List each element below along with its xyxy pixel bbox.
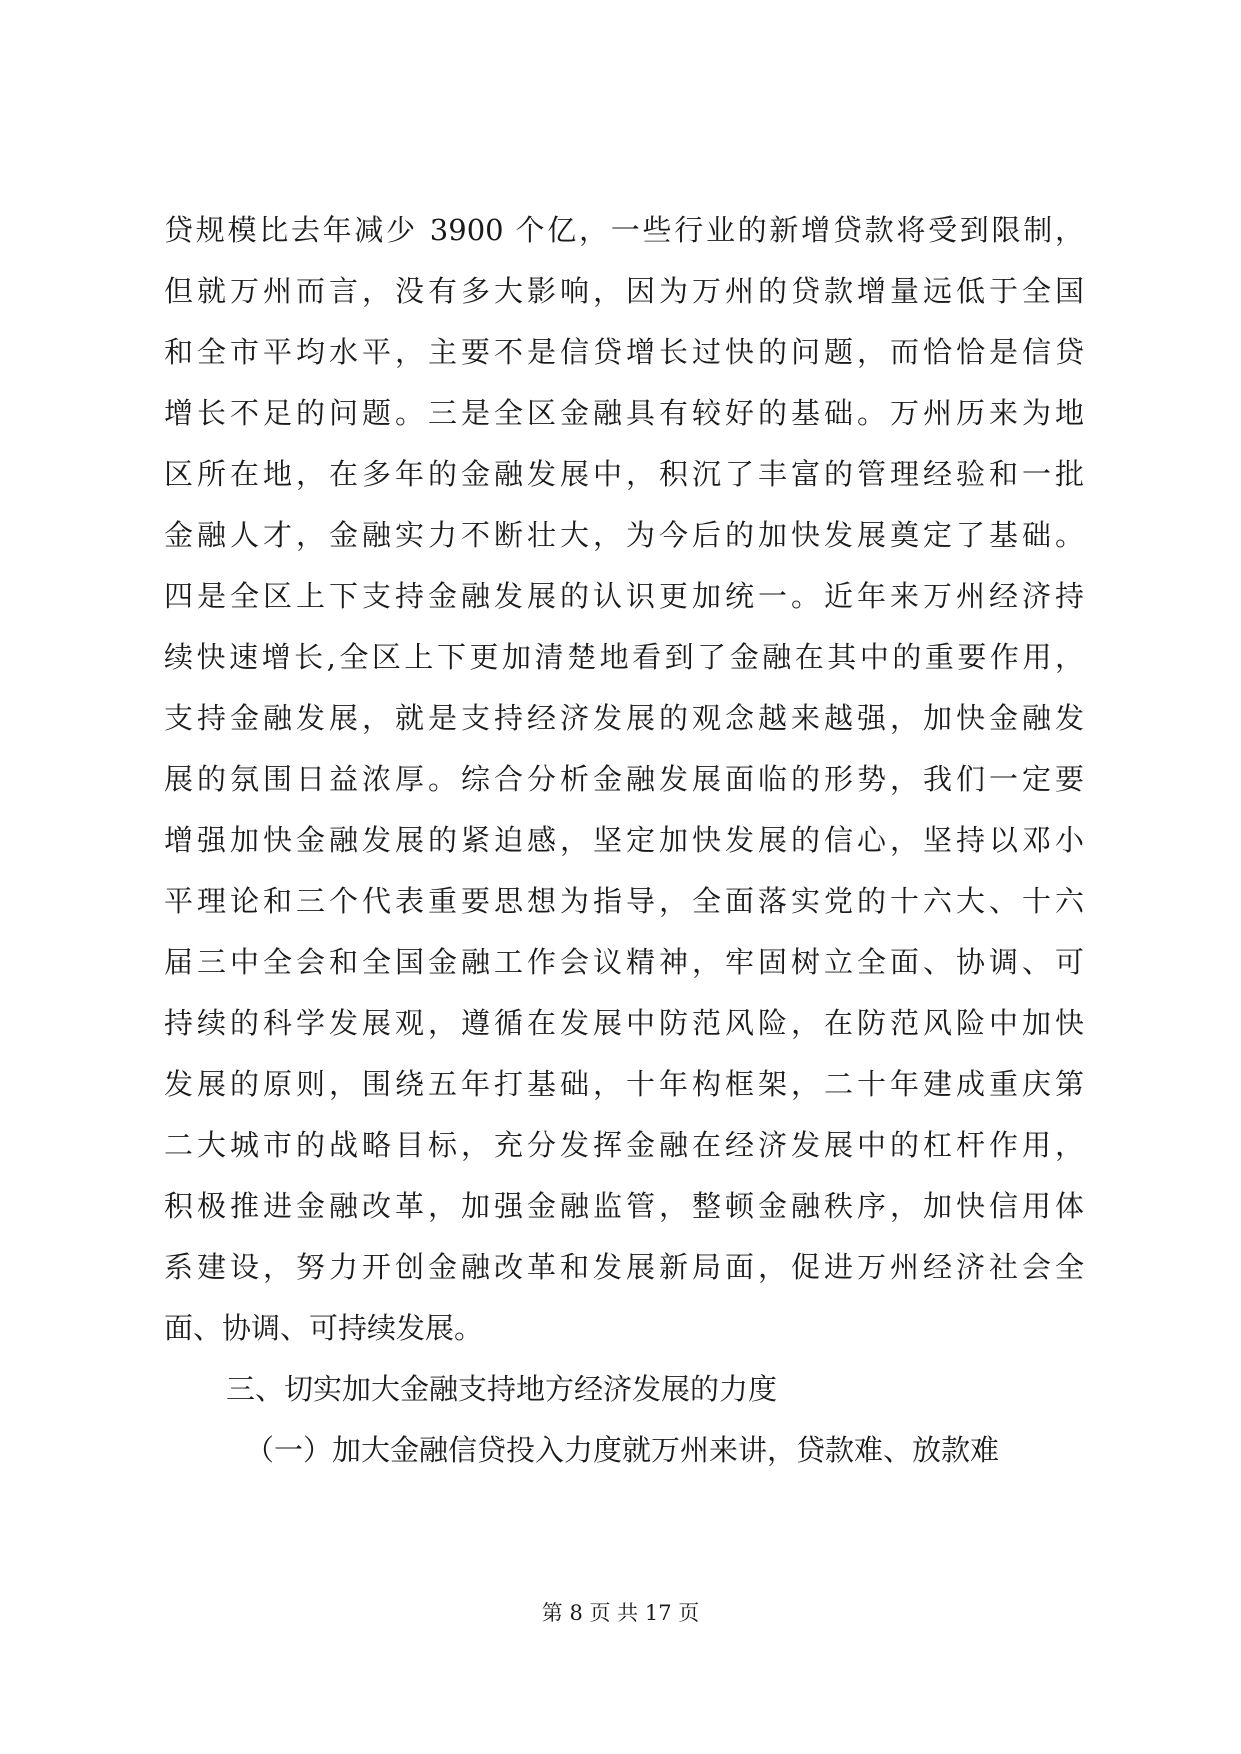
paragraph-line: 平理论和三个代表重要思想为指导，全面落实党的十六大、十六 [164,884,1084,918]
subsection-line: （一）加大金融信贷投入力度就万州来讲，贷款难、放款难 [245,1433,1000,1467]
paragraph-line: 金融人才，金融实力不断壮大，为今后的加快发展奠定了基础。 [164,518,1084,552]
paragraph-line: 贷规模比去年减少 3900 个亿，一些行业的新增贷款将受到限制， [164,213,1084,247]
paragraph-line: 续快速增长,全区上下更加清楚地看到了金融在其中的重要作用， [164,640,1084,674]
section-heading: 三、切实加大金融支持地方经济发展的力度 [226,1372,778,1406]
paragraph-line: 区所在地，在多年的金融发展中，积沉了丰富的管理经验和一批 [164,457,1084,491]
paragraph-line: 届三中全会和全国金融工作会议精神，牢固树立全面、协调、可 [164,945,1084,979]
paragraph-line: 系建设，努力开创金融改革和发展新局面，促进万州经济社会全 [164,1250,1084,1284]
paragraph-line: 持续的科学发展观，遵循在发展中防范风险，在防范风险中加快 [164,1006,1084,1040]
paragraph-line: 和全市平均水平，主要不是信贷增长过快的问题，而恰恰是信贷 [164,335,1084,369]
paragraph-line: 增长不足的问题。三是全区金融具有较好的基础。万州历来为地 [164,396,1084,430]
paragraph-line: 增强加快金融发展的紧迫感，坚定加快发展的信心，坚持以邓小 [164,823,1084,857]
paragraph-line: 积极推进金融改革，加强金融监管，整顿金融秩序，加快信用体 [164,1189,1084,1223]
paragraph-line: 发展的原则，围绕五年打基础，十年构框架，二十年建成重庆第 [164,1067,1084,1101]
paragraph-line: 面、协调、可持续发展。 [164,1311,484,1345]
paragraph-line: 展的氛围日益浓厚。综合分析金融发展面临的形势，我们一定要 [164,762,1084,796]
page-number-footer: 第 8 页 共 17 页 [541,1601,700,1625]
paragraph-line: 但就万州而言，没有多大影响，因为万州的贷款增量远低于全国 [164,274,1084,308]
paragraph-line: 支持金融发展，就是支持经济发展的观念越来越强，加快金融发 [164,701,1084,735]
body-text [164,200,1084,1481]
paragraph-line: 二大城市的战略目标，充分发挥金融在经济发展中的杠杆作用， [164,1128,1084,1162]
paragraph-line: 四是全区上下支持金融发展的认识更加统一。近年来万州经济持 [164,579,1084,613]
